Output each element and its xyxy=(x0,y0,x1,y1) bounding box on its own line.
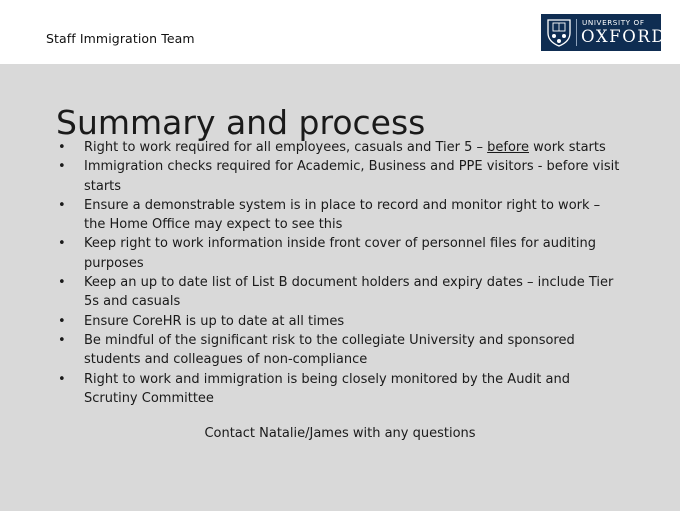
list-item xyxy=(58,196,624,235)
bullet-dot: • xyxy=(58,275,66,291)
list-item-text: Keep right to work information inside front cover of personnel files for auditing purposes xyxy=(84,236,597,271)
oxford-crest-icon xyxy=(546,18,572,47)
logo-university-of: UNIVERSITY OF xyxy=(582,18,645,27)
bullet-dot: • xyxy=(58,140,66,155)
bullet-dot: • xyxy=(58,236,66,252)
contact-note: Contact Natalie/James with any questions xyxy=(204,426,476,441)
list-item-text: Be mindful of the significant risk to the collegiate University and sponsored students and colleagues of non-compliance xyxy=(84,332,575,368)
page-title: Summary and process xyxy=(56,103,426,143)
list-item-text: work starts xyxy=(528,140,606,155)
list-item-text: Ensure CoreHR is up to date at all times xyxy=(84,313,345,329)
list-item xyxy=(58,312,624,331)
bullet-dot: • xyxy=(58,197,66,213)
logo-divider xyxy=(576,19,577,46)
list-item xyxy=(58,138,624,157)
logo-oxford: OXFORD xyxy=(581,27,667,46)
content-area xyxy=(0,64,680,511)
underlined-word: before xyxy=(487,140,529,155)
list-item-text: Right to work and immigration is being closely monitored by the Audit and Scrutiny Committee xyxy=(84,371,570,406)
bullet-list xyxy=(58,138,624,408)
header-bar xyxy=(0,0,680,64)
list-item xyxy=(58,157,624,196)
list-item-text: Keep an up to date list of List B document holders and expiry dates – include Tier 5s and casuals xyxy=(84,275,614,310)
list-item-text: Ensure a demonstrable system is in place to record and monitor right to work – the Home Office may expect to see this xyxy=(84,197,601,233)
bullet-dot: • xyxy=(58,332,66,348)
list-item-text: Immigration checks required for Academic, Business and PPE visitors - before visit starts xyxy=(84,159,620,194)
bullet-dot: • xyxy=(58,313,66,329)
bullet-dot: • xyxy=(58,159,66,175)
team-name: Staff Immigration Team xyxy=(46,31,195,46)
list-item xyxy=(58,234,624,273)
oxford-logo xyxy=(541,14,667,51)
list-item xyxy=(58,273,624,312)
list-item xyxy=(58,370,624,409)
list-item xyxy=(58,331,624,370)
list-item-text: Right to work required for all employees, casuals and Tier 5 – xyxy=(84,140,488,155)
bullet-dot: • xyxy=(58,371,66,387)
